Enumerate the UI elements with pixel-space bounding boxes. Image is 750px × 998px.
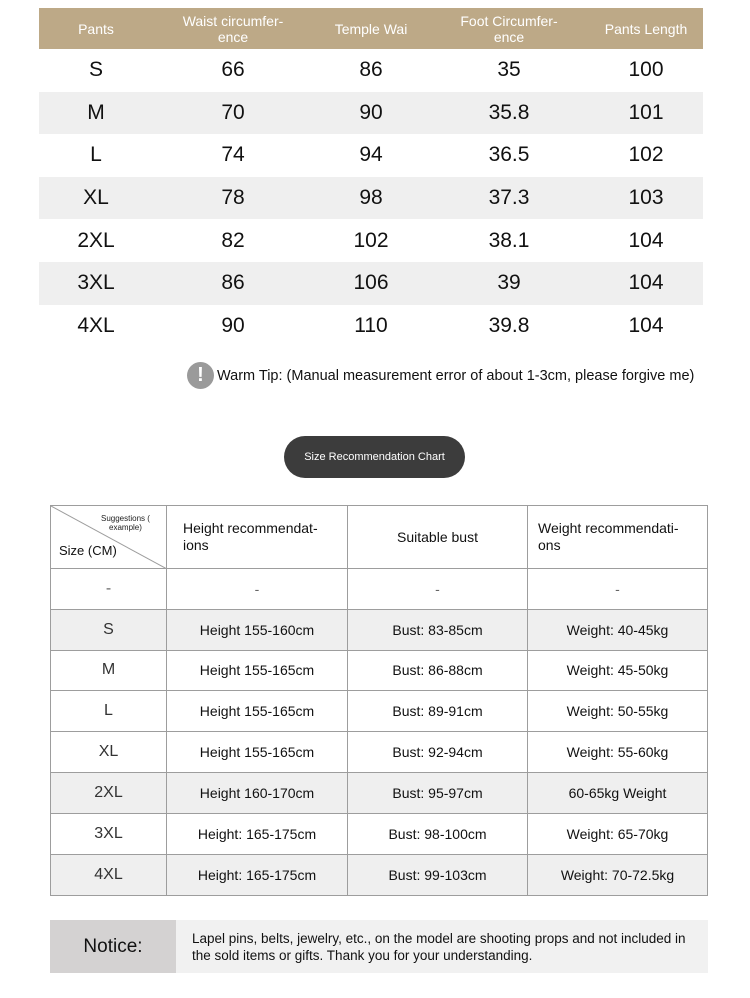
table-row (51, 773, 707, 814)
weight-cell: 60-65kg Weight (568, 784, 667, 801)
height-cell: - (167, 569, 348, 609)
notice-label: Notice: (50, 920, 176, 973)
table-row (51, 569, 707, 610)
table-row (39, 219, 703, 262)
corner-suggestions-label: Suggestions ( example) (101, 514, 150, 532)
bust-cell: Bust: 98-100cm (348, 814, 528, 854)
waist-cell: 78 (221, 186, 245, 210)
size-table-header (39, 8, 703, 49)
bust-cell: Bust: 89-91cm (348, 691, 528, 731)
foot-cell: 39 (497, 271, 521, 295)
bust-cell: Bust: 86-88cm (348, 651, 528, 691)
header-cell-waist: Waist circumfer- ence (182, 12, 284, 45)
height-cell: Height: 165-175cm (167, 814, 348, 854)
temple-cell: 110 (354, 313, 388, 337)
length-cell: 103 (628, 186, 664, 210)
warm-tip (187, 362, 694, 389)
table-row (39, 262, 703, 305)
waist-cell: 82 (221, 228, 245, 252)
size-cell: 3XL (51, 814, 167, 854)
size-cell: XL (83, 186, 109, 210)
temple-cell: 102 (353, 228, 389, 252)
size-cell: XL (51, 732, 167, 772)
temple-cell: 106 (353, 271, 389, 295)
temple-cell: 90 (359, 100, 383, 124)
length-cell: 104 (628, 228, 664, 252)
waist-cell: 86 (221, 271, 245, 295)
temple-cell: 86 (359, 58, 383, 82)
header-cell-foot: Foot Circumfer- ence (460, 12, 558, 45)
size-cell: 4XL (77, 313, 115, 337)
size-cell: S (51, 610, 167, 650)
header-weight: Weight recommendati- ons (538, 520, 679, 553)
weight-cell: Weight: 45-50kg (566, 662, 669, 679)
size-cell: 2XL (77, 228, 115, 252)
header-height: Height recommendat- ions (167, 506, 348, 568)
length-cell: 101 (628, 100, 664, 124)
table-row (39, 177, 703, 220)
foot-cell: 35.8 (488, 100, 530, 124)
foot-cell: 38.1 (488, 228, 530, 252)
weight-cell: - (615, 580, 620, 597)
height-cell: Height 155-165cm (167, 691, 348, 731)
weight-cell: Weight: 50-55kg (566, 703, 669, 720)
temple-cell: 94 (359, 143, 383, 167)
waist-cell: 66 (221, 58, 245, 82)
table-row (51, 732, 707, 773)
height-cell: Height 160-170cm (167, 773, 348, 813)
weight-cell: Weight: 55-60kg (566, 744, 669, 761)
length-cell: 104 (628, 313, 664, 337)
length-cell: 104 (628, 271, 664, 295)
table-row (51, 691, 707, 732)
length-cell: 100 (628, 58, 664, 82)
notice-box (50, 920, 708, 973)
chart-title-pill: Size Recommendation Chart (284, 436, 465, 478)
recommendation-table-header (51, 506, 707, 569)
size-cell: 3XL (77, 271, 115, 295)
size-cell: 4XL (51, 855, 167, 896)
table-row (39, 49, 703, 92)
warm-tip-text: Warm Tip: (Manual measurement error of about 1-3cm, please forgive me) (217, 367, 695, 384)
table-row (51, 651, 707, 692)
foot-cell: 35 (497, 58, 521, 82)
waist-cell: 70 (221, 100, 245, 124)
recommendation-table (50, 505, 708, 896)
size-cell: L (51, 691, 167, 731)
bust-cell: Bust: 83-85cm (348, 610, 528, 650)
size-cell: M (87, 100, 105, 124)
exclamation-icon: ! (187, 362, 214, 389)
height-cell: Height 155-160cm (167, 610, 348, 650)
bust-cell: Bust: 92-94cm (348, 732, 528, 772)
foot-cell: 39.8 (488, 313, 530, 337)
size-table (39, 8, 703, 347)
corner-size-label: Size (CM) (59, 543, 117, 558)
size-cell: 2XL (51, 773, 167, 813)
height-cell: Height: 165-175cm (167, 855, 348, 896)
header-cell-length: Pants Length (604, 20, 688, 37)
foot-cell: 36.5 (488, 143, 530, 167)
temple-cell: 98 (359, 186, 383, 210)
bust-cell: Bust: 95-97cm (348, 773, 528, 813)
waist-cell: 90 (221, 313, 245, 337)
height-cell: Height 155-165cm (167, 732, 348, 772)
weight-cell: Weight: 65-70kg (566, 825, 669, 842)
header-bust: Suitable bust (348, 506, 528, 568)
table-row (51, 855, 707, 896)
size-cell: M (51, 651, 167, 691)
foot-cell: 37.3 (488, 186, 530, 210)
table-row (39, 92, 703, 135)
corner-cell (51, 506, 167, 568)
length-cell: 102 (628, 143, 664, 167)
size-cell: S (88, 58, 103, 82)
table-row (39, 305, 703, 348)
notice-text: Lapel pins, belts, jewelry, etc., on the model are shooting props and not included in the sold items or gifts. Thank you for your understanding. (192, 931, 686, 963)
size-cell: - (51, 569, 167, 609)
header-cell-temple: Temple Wai (334, 20, 408, 37)
weight-cell: Weight: 40-45kg (566, 621, 669, 638)
height-cell: Height 155-165cm (167, 651, 348, 691)
table-row (51, 814, 707, 855)
header-cell-pants: Pants (78, 20, 114, 37)
weight-cell: Weight: 70-72.5kg (560, 866, 675, 883)
bust-cell: Bust: 99-103cm (348, 855, 528, 896)
bust-cell: - (348, 569, 528, 609)
size-cell: L (90, 143, 102, 167)
table-row (51, 610, 707, 651)
table-row (39, 134, 703, 177)
waist-cell: 74 (221, 143, 245, 167)
